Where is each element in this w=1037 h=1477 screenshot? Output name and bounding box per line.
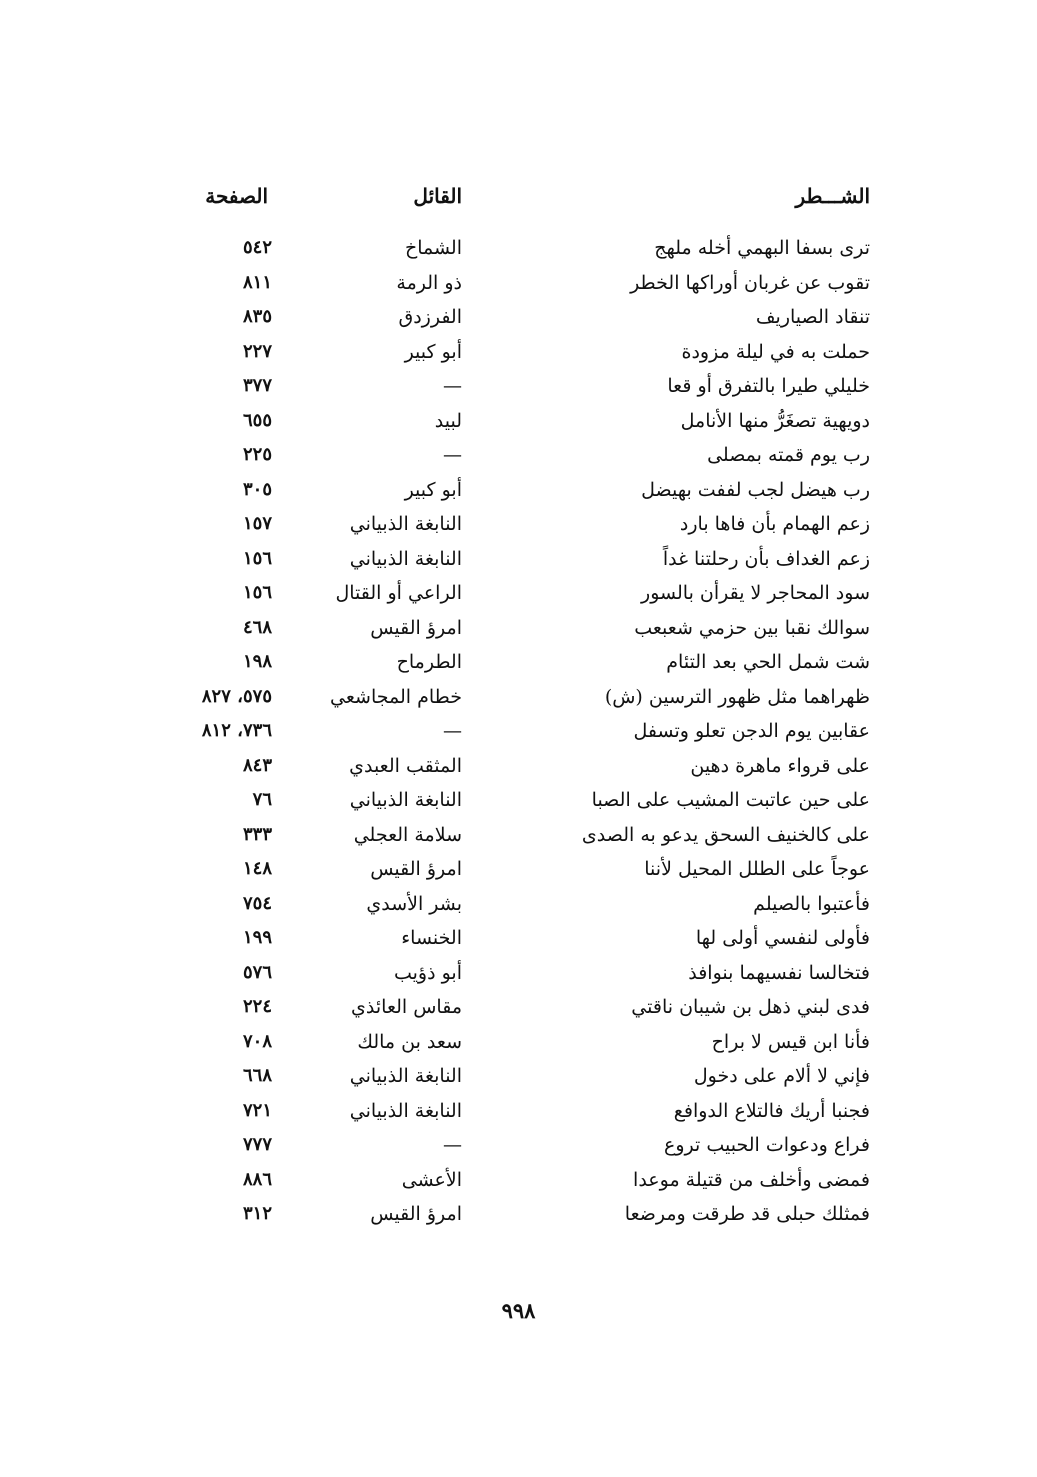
table-row: [150, 645, 878, 680]
poet-name: لبيد: [434, 409, 462, 432]
poet-name: —: [443, 720, 462, 742]
table-row: [150, 680, 878, 715]
page-reference: ٧٦: [252, 789, 272, 810]
poet-name: الأعشى: [401, 1168, 462, 1191]
poet-name: ذو الرمة: [396, 271, 462, 294]
verse-text: حملت به في ليلة مزودة: [681, 340, 870, 363]
page-reference: ٥٧٦: [242, 961, 272, 983]
table-row: [150, 507, 878, 542]
page-reference: ٧٧٧: [242, 1134, 272, 1155]
verse-text: سود المحاجر لا يقرأن بالسور: [641, 582, 870, 604]
verse-text: تنقاد الصياريف: [755, 306, 870, 328]
table-row: [150, 852, 878, 887]
page-reference: ٤٦٨: [242, 616, 272, 638]
poet-name: الشماخ: [404, 237, 462, 259]
poet-name: النابغة الذبياني: [349, 1065, 462, 1087]
page-reference: ٣٠٥: [242, 478, 272, 500]
verse-text: رب هيضل لجب لففت بهيضل: [641, 478, 870, 501]
poet-name: سعد بن مالك: [357, 1030, 462, 1053]
verse-text: على كالخنيف السحق يدعو به الصدى: [581, 823, 870, 846]
table-header: [150, 176, 878, 216]
table-row: [150, 956, 878, 991]
page-reference: ١٥٧: [242, 513, 272, 534]
table-row: [150, 335, 878, 370]
page-reference: ٥٧٥، ٨٢٧: [201, 685, 272, 707]
table-row: [150, 783, 878, 818]
table-row: [150, 473, 878, 508]
page-reference: ٢٢٧: [242, 340, 272, 362]
poet-name: النابغة الذبياني: [349, 789, 462, 811]
page-reference: ١٩٨: [242, 651, 272, 672]
page-reference: ٨١١: [242, 271, 272, 293]
poet-name: خطام المجاشعي: [330, 685, 462, 708]
page-reference: ٥٤٢: [242, 237, 272, 258]
header-poet: القائل: [413, 184, 462, 208]
page-reference: ٦٥٥: [242, 409, 272, 431]
verse-text: عوجاً على الطلل المحيل لأننا: [644, 858, 870, 880]
page-reference: ٧٢١: [242, 1099, 272, 1121]
verse-index-table: [150, 231, 878, 1232]
verse-text: زعم الهمام بأن فاها بارد: [679, 513, 870, 535]
table-row: [150, 714, 878, 749]
poet-name: أبو كبير: [404, 478, 462, 501]
poet-name: —: [443, 375, 462, 397]
header-verse: الشـــطر: [795, 184, 870, 208]
poet-name: امرؤ القيس: [370, 858, 462, 880]
verse-text: تقوب عن غربان أوراكها الخطر: [630, 271, 870, 294]
table-row: [150, 1094, 878, 1129]
table-row: [150, 1128, 878, 1163]
page-reference: ٢٢٤: [242, 996, 272, 1017]
page-reference: ٧٥٤: [242, 892, 272, 914]
table-row: [150, 818, 878, 853]
poet-name: أبو كبير: [404, 340, 462, 363]
verse-text: فمثلك حبلى قد طرقت ومرضعا: [624, 1203, 870, 1225]
poet-name: بشر الأسدي: [366, 892, 462, 915]
page-reference: ٣٣٣: [242, 823, 272, 845]
verse-text: ترى بسفا البهمي أخله ملهج: [654, 237, 870, 259]
verse-text: فراع ودعوات الحبيب تروع: [664, 1134, 870, 1156]
header-page: الصفحة: [205, 184, 268, 208]
page-reference: ٨٨٦: [242, 1168, 272, 1190]
poet-name: النابغة الذبياني: [349, 547, 462, 570]
table-row: [150, 1059, 878, 1094]
table-row: [150, 542, 878, 577]
poet-name: الراعي أو القتال: [335, 582, 462, 604]
verse-text: فدى لبني ذهل بن شيبان ناقتي: [631, 996, 870, 1018]
verse-text: على قرواء ماهرة دهين: [690, 754, 870, 777]
table-row: [150, 404, 878, 439]
page-reference: ٣١٢: [242, 1203, 272, 1224]
table-row: [150, 1197, 878, 1232]
poet-name: سلامة العجلي: [353, 823, 462, 846]
poet-name: أبو ذؤيب: [393, 961, 462, 984]
poet-name: مقاس العائذي: [351, 996, 462, 1018]
poet-name: —: [443, 1134, 462, 1156]
table-row: [150, 231, 878, 266]
verse-text: ظهراهما مثل ظهور الترسين (ش): [604, 685, 870, 708]
page-reference: ١٩٩: [242, 927, 272, 948]
table-row: [150, 576, 878, 611]
verse-text: رب يوم قمته بمصلى: [707, 444, 870, 466]
verse-text: زعم الغداف بأن رحلتنا غداً: [662, 547, 870, 570]
verse-text: فمضى وأخلف من قتيلة موعدا: [633, 1168, 870, 1191]
verse-text: فأنا ابن قيس لا براح: [711, 1030, 870, 1053]
verse-text: فإني لا ألام على دخول: [693, 1065, 870, 1087]
page-number: ٩٩٨: [501, 1298, 536, 1323]
table-row: [150, 1025, 878, 1060]
table-row: [150, 921, 878, 956]
verse-text: شت شمل الحي بعد التئام: [666, 651, 870, 673]
poet-name: النابغة الذبياني: [349, 1099, 462, 1122]
table-row: [150, 369, 878, 404]
page-reference: ١٥٦: [242, 582, 272, 603]
verse-text: عقابين يوم الدجن تعلو وتسفل: [633, 720, 870, 742]
verse-text: خليلي طيرا بالتفرق أو قعا: [667, 375, 870, 397]
table-row: [150, 1163, 878, 1198]
poet-name: الفرزدق: [398, 306, 462, 328]
page-reference: ٧٣٦، ٨١٢: [201, 720, 272, 741]
verse-text: على حين عاتبت المشيب على الصبا: [591, 789, 870, 811]
table-row: [150, 749, 878, 784]
poet-name: الطرماح: [396, 651, 462, 673]
table-row: [150, 990, 878, 1025]
verse-text: فأعتبوا بالصيلم: [753, 892, 870, 915]
table-row: [150, 300, 878, 335]
page-reference: ٨٤٣: [242, 754, 272, 776]
page-reference: ٣٧٧: [242, 375, 272, 396]
page-reference: ٧٠٨: [242, 1030, 272, 1052]
poet-name: امرؤ القيس: [370, 616, 462, 639]
poet-name: الخنساء: [401, 927, 462, 949]
verse-text: دويهية تصغَرُّ منها الأنامل: [680, 409, 870, 432]
table-row: [150, 887, 878, 922]
page-reference: ١٥٦: [242, 547, 272, 569]
table-row: [150, 266, 878, 301]
table-row: [150, 438, 878, 473]
page-reference: ٦٦٨: [242, 1065, 272, 1086]
table-row: [150, 611, 878, 646]
verse-text: فتخالسا نفسيهما بنوافذ: [688, 961, 870, 984]
page-reference: ٨٣٥: [242, 306, 272, 327]
poet-name: المثقب العبدي: [349, 754, 462, 777]
poet-name: —: [443, 444, 462, 466]
poet-name: امرؤ القيس: [370, 1203, 462, 1225]
verse-text: سوالك نقبا بين حزمي شعبعب: [634, 616, 870, 639]
poet-name: النابغة الذبياني: [349, 513, 462, 535]
page-reference: ١٤٨: [242, 858, 272, 879]
verse-text: فأولى لنفسي أولى لها: [695, 927, 870, 949]
page-reference: ٢٢٥: [242, 444, 272, 465]
verse-text: فجنبا أريك فالتلاع الدوافع: [673, 1099, 870, 1122]
